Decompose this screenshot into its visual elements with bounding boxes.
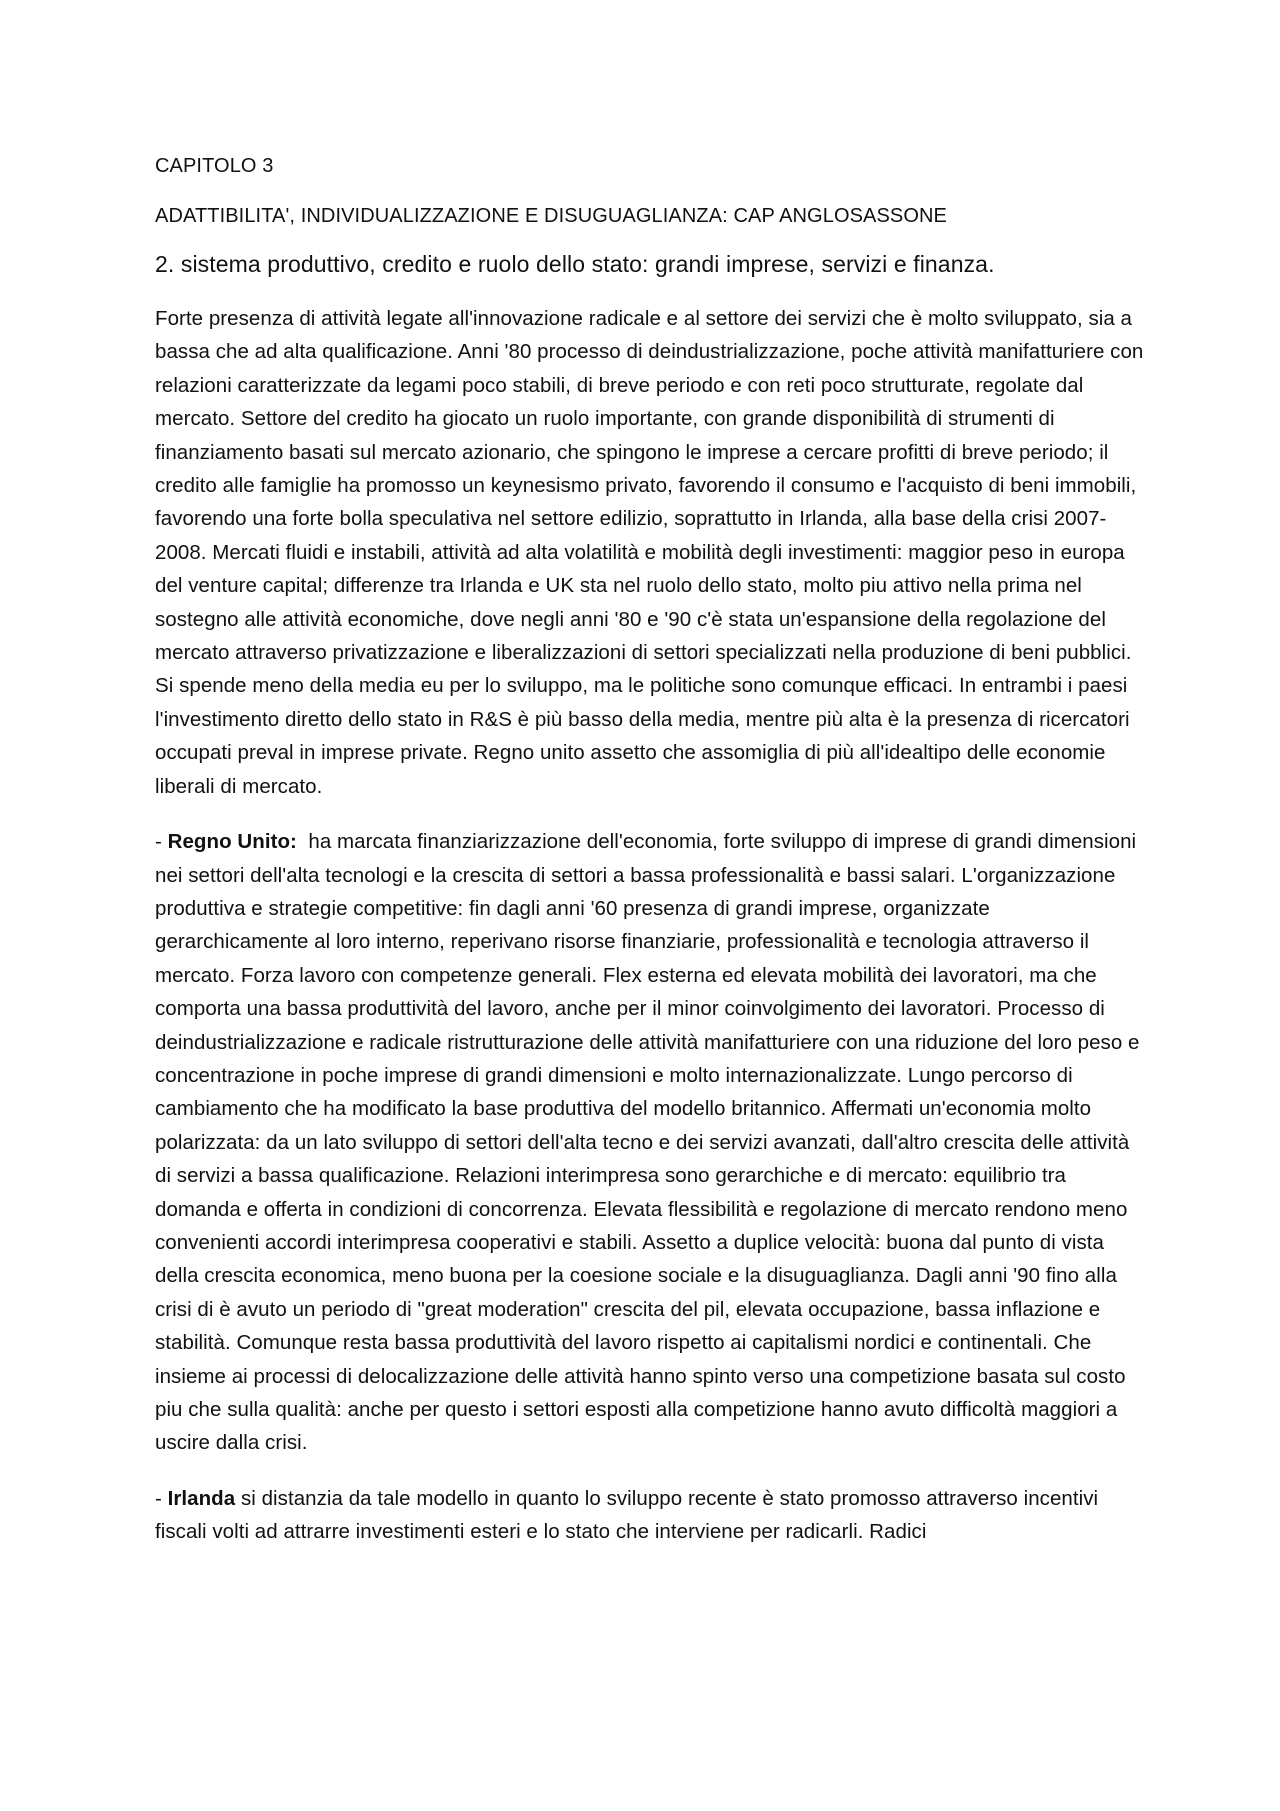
bold-term-irlanda: Irlanda: [167, 1486, 236, 1510]
paragraph-intro: Forte presenza di attività legate all'innovazione radicale e al settore dei servizi che è molto sviluppato, sia a bassa che ad alta qualificazione. Anni '80 processo di deindustrializzazione, poche attività manifatturiere con relazioni caratterizzate da legami poco stabili, di breve periodo e con reti poco strutturate, regolate dal mercato. Settore del credito ha giocato un ruolo importante, con grande disponibilità di strumenti di finanziamento basati sul mercato azionario, che spingono le imprese a cercare profitti di breve periodo; il credito alle famiglie ha promosso un keynesismo privato, favorendo il consumo e l'acquisto di beni immobili, favorendo una forte bolla speculativa nel settore edilizio, soprattutto in Irlanda, alla base della crisi 2007-2008. Mercati fluidi e instabili, attività ad alta volatilità e mobilità degli investimenti: maggior peso in europa del venture capital; differenze tra Irlanda e UK sta nel ruolo dello stato, molto piu attivo nella prima nel sostegno alle attività economiche, dove negli anni '80 e '90 c'è stata un'espansione della regolazione del mercato attraverso privatizzazione e liberalizzazioni di settori specializzati nella produzione di beni pubblici. Si spende meno della media eu per lo sviluppo, ma le politiche sono comunque efficaci. In entrambi i paesi l'investimento diretto dello stato in R&S è più basso della media, mentre più alta è la presenza di ricercatori occupati preval in imprese private. Regno unito assetto che assomiglia di più all'idealtipo delle economie liberali di mercato.: [155, 307, 1144, 798]
bold-term-regno-unito: Regno Unito:: [167, 830, 297, 854]
paragraph-irlanda: [155, 1482, 1145, 1549]
section-heading: 2. sistema produttivo, credito e ruolo dello stato: grandi imprese, servizi e finanza.: [155, 251, 995, 277]
chapter-title: ADATTIBILITA', INDIVIDUALIZZAZIONE E DISUGUAGLIANZA: CAP ANGLOSASSONE: [155, 205, 947, 227]
paragraph-regno-unito: [155, 825, 1145, 1460]
bullet-dash: -: [155, 830, 168, 854]
paragraph-regno-unito-text: ha marcata finanziarizzazione dell'economia, forte sviluppo di imprese di grandi dimensioni nei settori dell'alta tecnologi e la crescita di settori a bassa professionalità e bassi salari. L'organizzazione produttiva e strategie competitive: fin dagli anni '60 presenza di grandi imprese, organizzate gerarchicamente al loro interno, reperivano risorse finanziarie, professionalità e tecnologia attraverso il mercato. Forza lavoro con competenze generali. Flex esterna ed elevata mobilità dei lavoratori, ma che comporta una bassa produttività del lavoro, anche per il minor coinvolgimento dei lavoratori. Processo di deindustrializzazione e radicale ristrutturazione delle attività manifatturiere con una riduzione del loro peso e concentrazione in poche imprese di grandi dimensioni e molto internazionalizzate. Lungo percorso di cambiamento che ha modificato la base produttiva del modello britannico. Affermati un'economia molto polarizzata: da un lato sviluppo di settori dell'alta tecno e dei servizi avanzati, dall'altro crescita delle attività di servizi a bassa qualificazione. Relazioni interimpresa sono gerarchiche e di mercato: equilibrio tra domanda e offerta in condizioni di concorrenza. Elevata flessibilità e regolazione di mercato rendono meno convenienti accordi interimpresa cooperativi e stabili. Assetto a duplice velocità: buona dal punto di vista della crescita economica, meno buona per la coesione sociale e la disuguaglianza. Dagli anni '90 fino alla crisi di è avuto un periodo di "great moderation" crescita del pil, elevata occupazione, bassa inflazione e stabilità. Comunque resta bassa produttività del lavoro rispetto ai capitalismi nordici e continentali. Che insieme ai processi di delocalizzazione delle attività hanno spinto verso una competizione basata sul costo piu che sulla qualità: anche per questo i settori esposti alla competizione hanno avuto difficoltà maggiori a uscire dalla crisi.: [155, 830, 1146, 1455]
bullet-dash: -: [155, 1486, 168, 1510]
chapter-label: CAPITOLO 3: [155, 155, 274, 177]
paragraph-irlanda-text: si distanzia da tale modello in quanto lo sviluppo recente è stato promosso attraverso incentivi fiscali volti ad attrarre investimenti esteri e lo stato che interviene per radicarli. Radici: [155, 1486, 1099, 1544]
document-page: [155, 152, 1145, 1571]
